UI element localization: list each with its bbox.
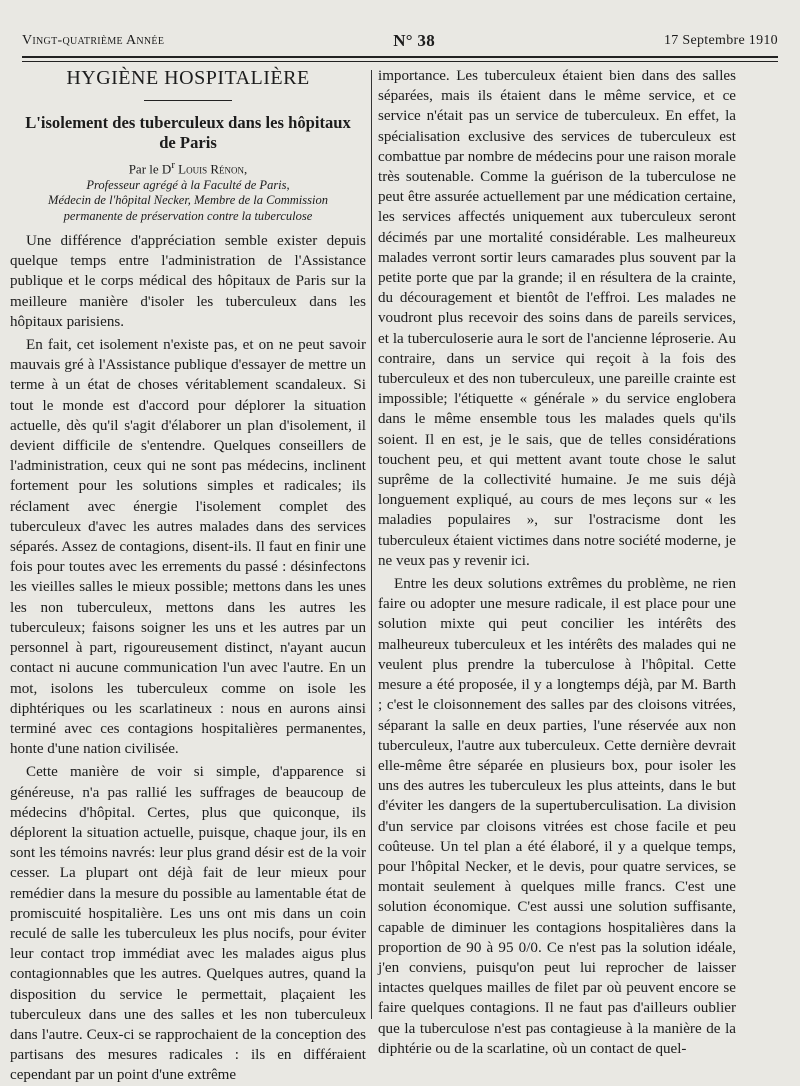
volume-label: Vingt-quatrième Année	[22, 33, 165, 48]
header-rule-thin	[22, 61, 778, 62]
author-name: Louis Rénon	[178, 161, 245, 177]
right-column	[378, 66, 736, 1059]
column-separator	[371, 70, 372, 1019]
issue-number: N° 38	[393, 31, 436, 50]
section-divider	[144, 100, 232, 101]
credential-line: Médecin de l'hôpital Necker, Membre de la Commission	[48, 193, 328, 208]
author-credentials	[10, 178, 366, 225]
body-paragraph: Entre les deux solutions extrêmes du problème, ne rien faire ou adopter une mesure radicale, il est place pour une solution mixte qui peut concilier les intérêts des malheureux tuberculeux et les intérêts des malades qui ne veulent plus prendre la tuberculose à l'hôpital. Cette mesure a été proposée, il y a longtemps déjà, par M. Barth ; c'est le cloisonnement des salles par des cloisons vitrées, séparant la salle en deux parties, l'une réservée aux non tuberculeux, l'autre aux tuberculeux. Cette dernière devrait elle-même être séparée en plusieurs box, pour isoler les uns des autres les tuberculeux les plus atteints, dans le but d'éviter les dangers de la supertuberculisation. La division d'un service par cloisons vitrées est chose facile et peu coûteuse. Un tel plan a été élaboré, il y a quelque temps, pour l'hôpital Necker, et le devis, pour quatre services, se montait seulement à quelques mille francs. C'est une solution économique. C'est aussi une solution suffisante, capable de diminuer les contagions hospitalières dans la proportion de 90 à 95 0/0. Ce n'est pas la solution idéale, j'en conviens, puisqu'on peut lui reprocher de laisser intactes quelques mailles de filet par où peuvent encore se faire quelques contagions. Il ne faut pas d'ailleurs oublier que la tuberculose n'est pas contagieuse à la manière de la diphtérie ou de la scarlatine, où un contact de quel-	[378, 576, 736, 1057]
header-rule-thick	[22, 56, 778, 58]
section-title: HYGIÈNE HOSPITALIÈRE	[66, 67, 310, 89]
running-header	[22, 28, 778, 54]
body-paragraph: importance. Les tuberculeux étaient bien dans des salles séparées, mais ils étaient dans le même service, et ce service n'était pas un service de tuberculeux. En effet, la spécialisation exclusive des services de tuberculeux est combattue par nombre de médecins pour une raison morale très soutenable. Comme la guérison de la tuberculose ne peut être assurée actuellement par une médication certaine, les services affectés uniquement aux tuberculeux seront décimés par une mortalité considérable. Les malheureux malades verront sortir leurs camarades plus souvent par la petite porte que par la grande; il en résultera de la crainte, du découragement et bientôt de l'effroi. Les malades ne voudront plus recevoir des soins dans de pareils services, et la tuberculoserie aura le sort de l'ancienne léproserie. Au contraire, dans un service qui reçoit à la fois des tuberculeux et des non tuberculeux, une pareille crainte est impossible; l'étiquette « générale » du service englobera dans le même ensemble tous les malades quels qu'ils soient. Il en est, je le sais, que de telles considérations touchent peu, et qui mettent avant toute chose le salut suprême de la collectivité humaine. Je me suis déjà longuement expliqué, au cours de mes leçons sur « les maladies populaires », sur l'ostracisme dont les tuberculeux étaient victimes dans notre société moderne, je ne veux pas y revenir ici.	[378, 68, 736, 569]
body-paragraph: Une différence d'appréciation semble exister depuis quelque temps entre l'administration de l'Assistance publique et le corps médical des hôpitaux de Paris sur la meilleure manière d'isoler les tuberculeux dans les hôpitaux parisiens.	[10, 233, 366, 330]
credential-line: Professeur agrégé à la Faculté de Paris,	[86, 177, 290, 192]
article-title: L'isolement des tuberculeux dans les hôpitaux de Paris	[25, 113, 351, 153]
body-paragraph: En fait, cet isolement n'existe pas, et on ne peut savoir mauvais gré à l'Assistance publique d'essayer de mettre un terme à un état de choses véritablement scandaleux. Si tout le monde est d'accord pour déplorer la situation actuelle, dès qu'il s'agit d'élaborer un plan d'isolement, il devient difficile de s'entendre. Quelques conseillers de l'administration, ceux qui ne sont pas médecins, inclinent fortement pour les solutions simples et radicales; ils réclament avec énergie l'isolement complet des tuberculeux d'avec les autres malades dans des services séparés. Assez de contagions, disent-ils. Il faut en finir une fois pour toutes avec les errements du passé : désinfectons les vieilles salles le mieux possible; mettons dans les unes les non tuberculeux, mettons dans les autres les tuberculeux; faisons soigner les uns et les autres par un personnel à part, rigoureusement distinct, n'ayant aucun contact ni aucune communication l'un avec l'autre. En un mot, isolons les tuberculeux comme on isole les diphtériques ou les scarlatineux : nous en aurons ainsi terminé avec ces contagions hospitalières permanentes, honte d'une nation civilisée.	[10, 337, 366, 758]
credential-line: permanente de préservation contre la tuberculose	[63, 208, 313, 223]
left-column	[10, 66, 366, 1086]
author-byline	[10, 157, 366, 177]
byline-prefix: Par le D	[128, 161, 172, 177]
byline-sup: r	[171, 159, 175, 172]
body-paragraph: Cette manière de voir si simple, d'apparence si généreuse, n'a pas rallié les suffrages de beaucoup de médecins d'hôpital. Certes, plus que quiconque, ils déplorent la situation actuelle, puisque, chaque jour, ils en sont les témoins navrés: leur plus grand désir est de la voir cesser. La plupart ont déjà fait de leur mieux pour remédier dans la mesure du possible au lamentable état de promiscuité hospitalière. Les uns ont mis dans un coin reculé de salle les tuberculeux les plus nocifs, pour éviter leur contact trop immédiat avec les malades aigus plus contagionnables que les autres. Quelques autres, quand la disposition du service le permettait, plaçaient les tuberculeux dans une des salles et les non tuberculeux dans l'autre. Ceux-ci se rapprochaient de la conception des partisans des mesures radicales : ils en différaient cependant par un point d'une extrême	[10, 764, 366, 1084]
issue-date: 17 Septembre 1910	[664, 33, 778, 48]
byline-suffix: ,	[244, 161, 248, 177]
